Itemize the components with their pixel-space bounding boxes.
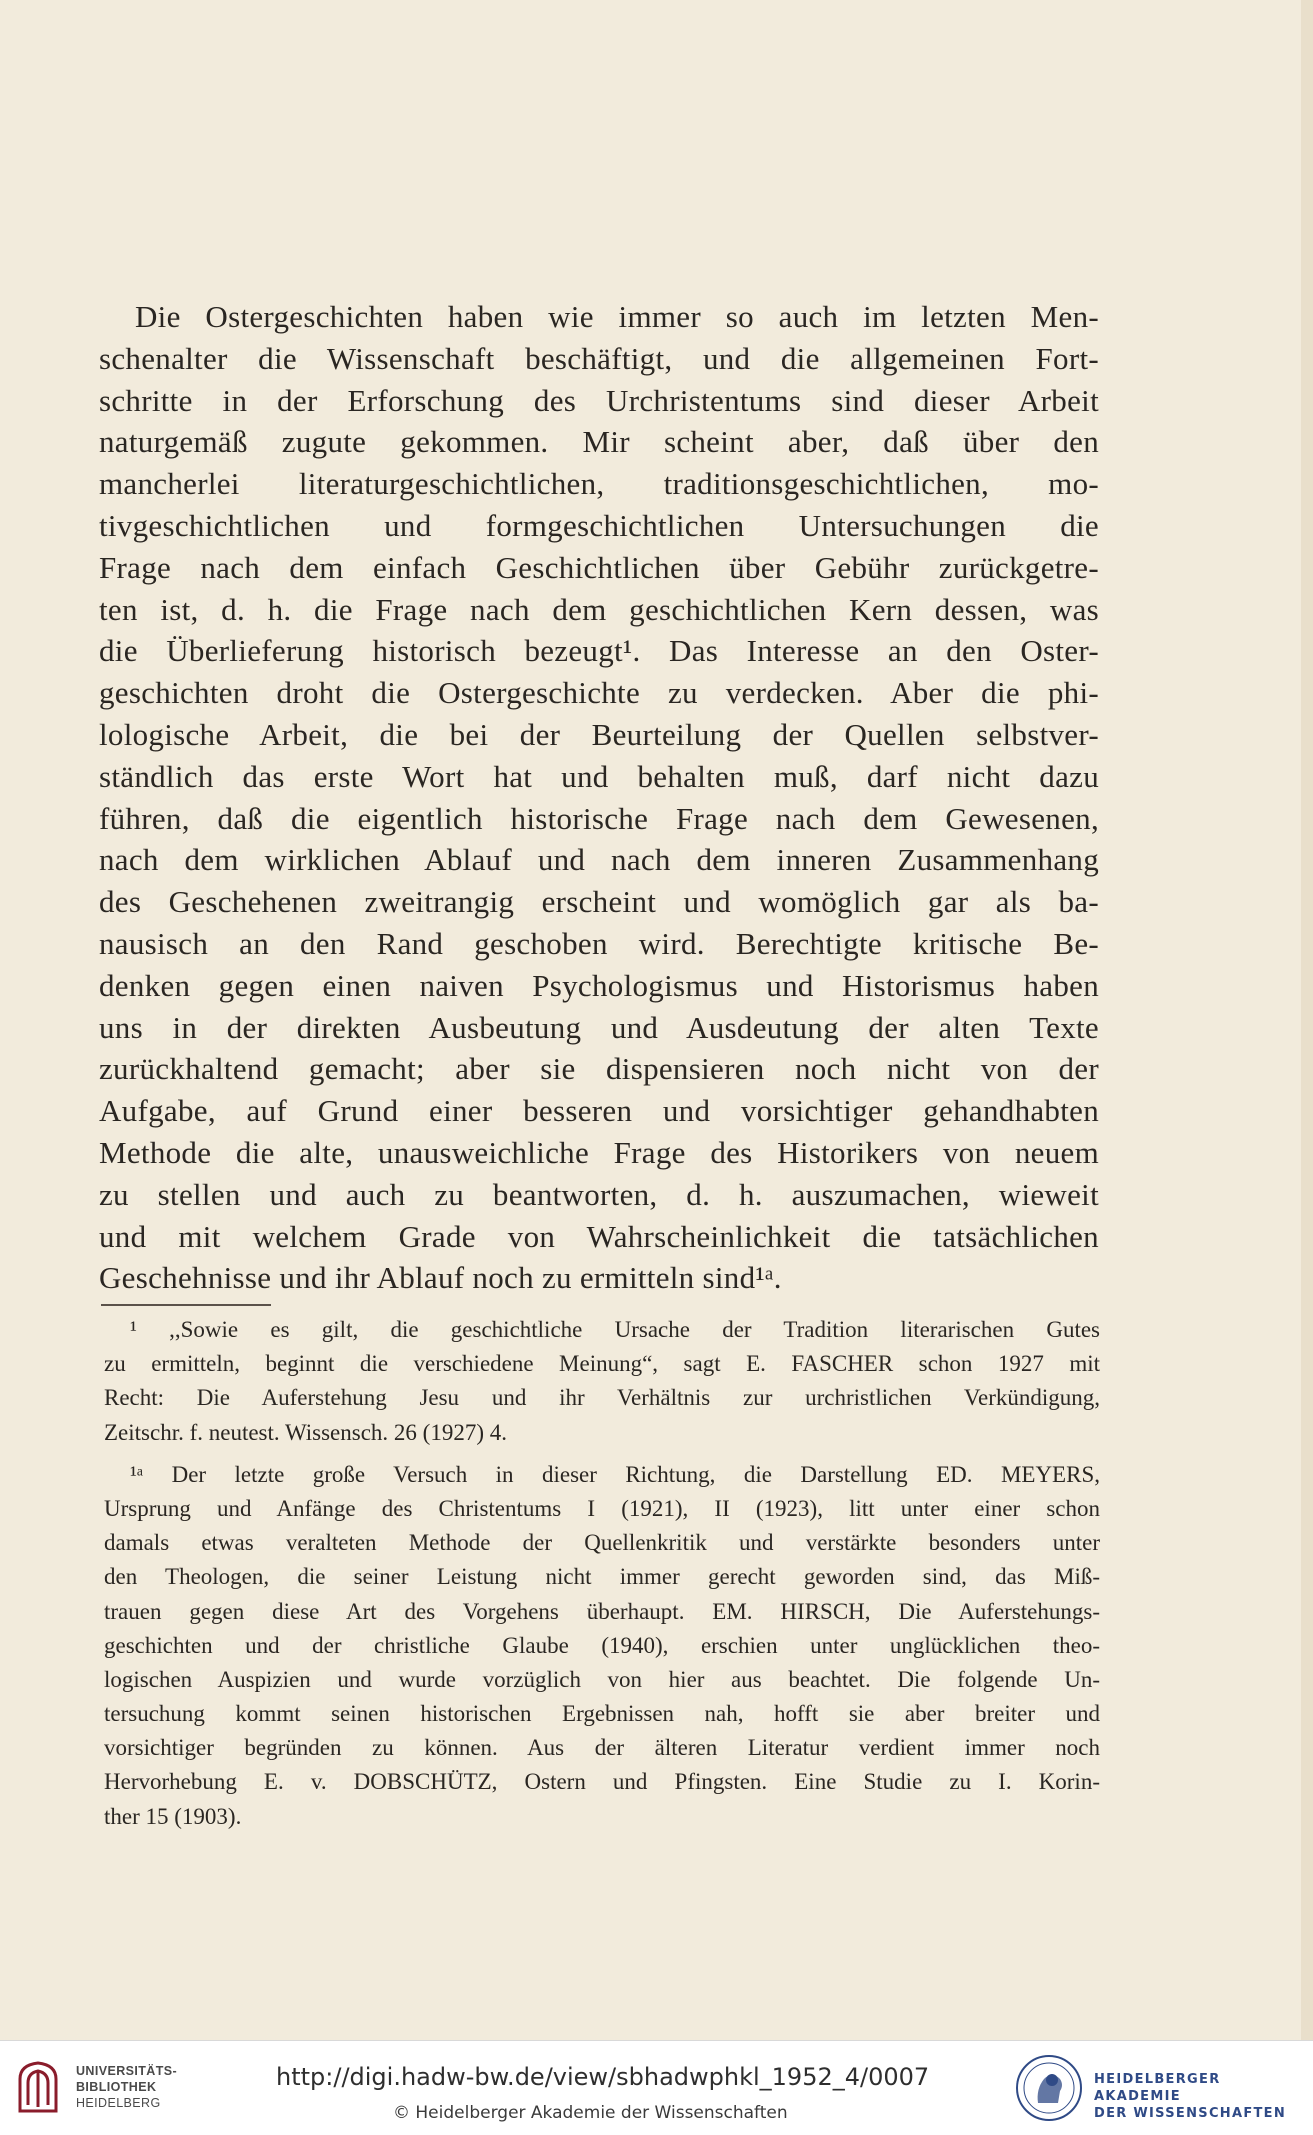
ub-name-line: HEIDELBERG [76,2096,161,2110]
footnote-1-line: zu ermitteln, beginnt die verschiedene Meinung“, sagt E. FASCHER schon 1927 mit [104,1351,1100,1377]
body-line: nach dem wirklichen Ablauf und nach dem inneren Zusammenhang [99,842,1099,878]
body-line: schritte in der Erforschung des Urchristentums sind dieser Arbeit [99,382,1099,418]
academy-name-line: HEIDELBERGER AKADEMIE [1094,2072,1221,2104]
body-line: naturgemäß zugute gekommen. Mir scheint aber, daß über den [99,424,1099,460]
footnote-1a-line: ther 15 (1903). [104,1803,242,1829]
copyright-notice: © Heidelberger Akademie der Wissenschaften [393,2103,788,2123]
body-text [99,296,1099,1299]
footnote-1a-line: vorsichtiger begründen zu können. Aus der älteren Literatur verdient immer noch [104,1735,1100,1761]
body-line: Frage nach dem einfach Geschichtlichen über Gebühr zurückgetre- [99,549,1099,585]
body-line: Die Ostergeschichten haben wie immer so auch im letzten Men- [135,299,1099,334]
body-line: zu stellen und auch zu beantworten, d. h. auszumachen, wieweit [99,1176,1099,1212]
footnote-1a-line: geschichten und der christliche Glaube (1940), erschien unter unglücklichen theo- [104,1632,1100,1658]
body-line: Geschehnisse und ihr Ablauf noch zu ermitteln sind¹ᵃ. [99,1260,782,1296]
footnotes [104,1313,1100,1834]
footnote-1a-line: Hervorhebung E. v. DOBSCHÜTZ, Ostern und Pfingsten. Eine Studie zu I. Korin- [104,1769,1100,1795]
body-line: ten ist, d. h. die Frage nach dem geschichtlichen Kern dessen, was [99,591,1099,627]
academy-name-line: DER WISSENSCHAFTEN [1094,2106,1287,2121]
footnote-1a-line: logischen Auspizien und wurde vorzüglich von hier aus beachtet. Die folgende Un- [104,1666,1100,1692]
footnote-1-line: ¹ ,,Sowie es gilt, die geschichtliche Ursache der Tradition literarischen Gutes [130,1317,1100,1342]
ub-name-line: BIBLIOTHEK [76,2080,157,2094]
footnote-1a-line: tersuchung kommt seinen historischen Ergebnissen nah, hofft sie aber breiter und [104,1701,1100,1727]
ub-name-line: UNIVERSITÄTS- [76,2064,178,2078]
body-line: denken gegen einen naiven Psychologismus und Historismus haben [99,967,1099,1003]
body-line: nausisch an den Rand geschoben wird. Berechtigte kritische Be- [99,925,1099,961]
body-line: des Geschehenen zweitrangig erscheint und womöglich gar als ba- [99,884,1099,920]
body-line: Aufgabe, auf Grund einer besseren und vorsichtiger gehandhabten [99,1093,1099,1129]
footnote-1a-line: damals etwas veralteten Methode der Quellenkritik und verstärkte besonders unter [104,1530,1100,1556]
footnote-1a-line: trauen gegen diese Art des Vorgehens überhaupt. EM. HIRSCH, Die Auferstehungs- [104,1598,1100,1624]
digitization-footer [0,2040,1313,2135]
body-line: geschichten droht die Ostergeschichte zu verdecken. Aber die phi- [99,675,1099,711]
academy-seal-icon [1014,2053,1084,2123]
footnote-1a-line: den Theologen, die seiner Leistung nicht immer gerecht geworden sind, das Miß- [104,1564,1100,1590]
body-line: führen, daß die eigentlich historische Frage nach dem Gewesenen, [99,800,1099,836]
body-line: zurückhaltend gemacht; aber sie dispensieren noch nicht von der [99,1051,1099,1087]
footnote-gap [104,1450,1100,1458]
body-line: und mit welchem Grade von Wahrscheinlichkeit die tatsächlichen [99,1218,1099,1254]
university-library-name [76,2063,177,2111]
footnote-1-line: Zeitschr. f. neutest. Wissensch. 26 (1927) 4. [104,1419,507,1445]
body-line: mancherlei literaturgeschichtlichen, traditionsgeschichtlichen, mo- [99,466,1099,502]
body-line: lologische Arbeit, die bei der Beurteilung der Quellen selbstver- [99,716,1099,752]
footnote-separator [101,1304,271,1306]
body-line: ständlich das erste Wort hat und behalten muß, darf nicht dazu [99,758,1099,794]
footnote-1a-line: ¹ᵃ Der letzte große Versuch in dieser Richtung, die Darstellung ED. MEYERS, [130,1461,1100,1487]
body-line: tivgeschichtlichen und formgeschichtlichen Untersuchungen die [99,507,1099,543]
footnote-1a-line: Ursprung und Anfänge des Christentums I (1921), II (1923), litt unter einer schon [104,1495,1100,1521]
academy-name [1094,2071,1313,2122]
body-line: Methode die alte, unausweichliche Frage des Historikers von neuem [99,1134,1099,1170]
body-line: schenalter die Wissenschaft beschäftigt, und die allgemeinen Fort- [99,340,1099,376]
body-line: uns in der direkten Ausbeutung und Ausdeutung der alten Texte [99,1009,1099,1045]
university-library-logo-icon [16,2059,60,2115]
body-line: die Überlieferung historisch bezeugt¹. Das Interesse an den Oster- [99,633,1099,669]
footnote-1-line: Recht: Die Auferstehung Jesu und ihr Verhältnis zur urchristlichen Verkündigung, [104,1385,1100,1411]
permalink-url[interactable]: http://digi.hadw-bw.de/view/sbhadwphkl_1952_4/0007 [276,2063,930,2091]
